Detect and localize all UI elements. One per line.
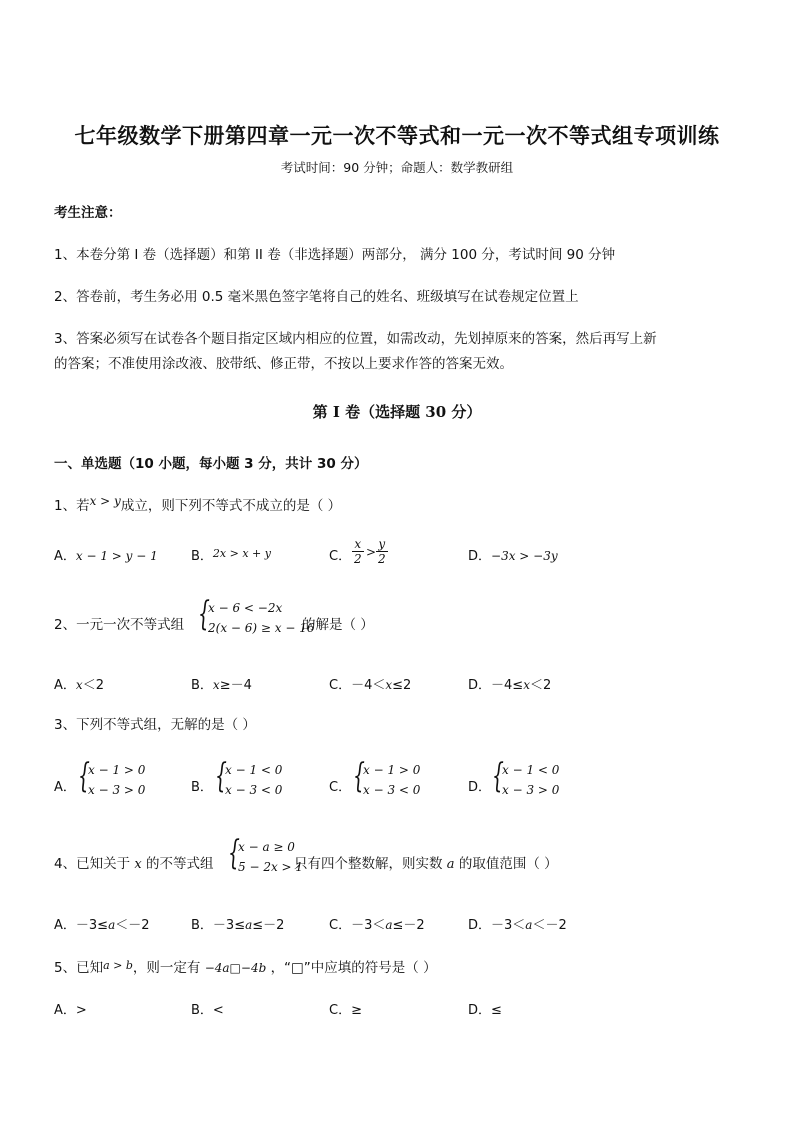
system-row-2: 2(x − 6) ≥ x − 16 <box>208 621 315 635</box>
q3-option-c-system: { x − 1 > 0 x − 3 < 0 <box>353 756 421 797</box>
q1-condition: x > y <box>89 494 121 508</box>
q3-option-d-label[interactable]: D． <box>468 780 492 795</box>
part-title: 第 I 卷（选择题 30 分） <box>312 403 482 421</box>
q3-option-a-system: { x − 1 > 0 x − 3 > 0 <box>78 756 146 797</box>
q4-suffix: 只有四个整数解，则实数 a 的取值范围（ ） <box>294 856 558 872</box>
option-label: B． <box>191 549 213 564</box>
q5-option-c[interactable]: C．≥ <box>329 1003 362 1018</box>
exam-info: 考试时间：90 分钟；命题人：数学教研组 <box>280 160 514 175</box>
option-math: x − 1 > y − 1 <box>75 549 158 563</box>
q2-option-b[interactable]: B．x≥－4 <box>191 678 252 693</box>
q1-c-fraction-x: $\frac{x}{2}$ <box>354 537 362 566</box>
q5-option-d[interactable]: D．≤ <box>468 1003 502 1018</box>
q1-prefix: 1、若 <box>54 498 90 514</box>
system-row-1: x − a ≥ 0 <box>238 840 295 854</box>
option-math: −3x > −3y <box>491 549 558 563</box>
question-3: 3、下列不等式组，无解的是（ ） <box>54 717 256 733</box>
q1-c-gt: > <box>366 545 377 559</box>
system-row-2: 5 − 2x > 1 <box>238 860 304 874</box>
q3-option-c-label[interactable]: C． <box>329 780 352 795</box>
option-label: C． <box>329 549 352 564</box>
system-row-1: x − 6 < −2x <box>208 601 283 615</box>
option-label: D． <box>468 549 492 564</box>
q2-option-c[interactable]: C．－4＜x≤2 <box>329 678 412 693</box>
q4-option-d[interactable]: D．－3＜a＜－2 <box>468 918 567 933</box>
option-math: 2x > x + y <box>212 547 271 560</box>
notice-heading: 考生注意： <box>54 205 122 221</box>
q2-option-a[interactable]: A．x＜2 <box>54 678 104 693</box>
q1-option-b[interactable] <box>191 545 271 564</box>
q2-option-d[interactable]: D．－4≤x＜2 <box>468 678 552 693</box>
q4-system: { x − a ≥ 0 5 − 2x > 1 <box>228 833 304 874</box>
q1-option-c[interactable] <box>329 545 351 564</box>
q2-system: { x − 6 < −2x 2(x − 6) ≥ x − 16 <box>198 594 315 635</box>
option-label: A． <box>54 549 76 564</box>
q1-option-a[interactable] <box>54 545 158 564</box>
q3-option-d-system: { x − 1 < 0 x − 3 > 0 <box>492 756 560 797</box>
question-1 <box>54 494 341 514</box>
notice-item-3-line-1: 3、答案必须写在试卷各个题目指定区域内相应的位置，如需改动，先划掉原来的答案，然后再写上新 <box>54 331 657 347</box>
question-5: 5、已知$^{a > b}$，则一定有 −4a□−4b ，“□”中应填的符号是（ ） <box>54 959 437 976</box>
q4-option-a[interactable]: A．－3≤a＜－2 <box>54 918 150 933</box>
q1-c-fraction-y: $\frac{y}{2}$ <box>378 537 386 566</box>
q1-option-d[interactable] <box>468 545 558 564</box>
q5-option-b[interactable]: B．< <box>191 1003 224 1018</box>
q5-option-a[interactable]: A．> <box>54 1003 87 1018</box>
section-heading: 一、单选题（10 小题，每小题 3 分，共计 30 分） <box>54 456 368 472</box>
q2-suffix: 的解是（ ） <box>302 617 374 633</box>
q4-prefix: 4、已知关于 x 的不等式组 <box>54 856 214 872</box>
notice-item-1: 1、本卷分第 I 卷（选择题）和第 II 卷（非选择题）两部分， 满分 100 分，考试时间 90 分钟 <box>54 247 616 263</box>
notice-item-3-line-2: 的答案；不准使用涂改液、胶带纸、修正带，不按以上要求作答的答案无效。 <box>54 356 513 372</box>
q2-prefix: 2、一元一次不等式组 <box>54 617 185 633</box>
q4-option-c[interactable]: C．－3＜a≤－2 <box>329 918 425 933</box>
q1-suffix: 成立，则下列不等式不成立的是（ ） <box>120 498 342 514</box>
q3-option-b-system: { x − 1 < 0 x − 3 < 0 <box>215 756 283 797</box>
notice-item-2: 2、答卷前，考生务必用 0.5 毫米黑色签字笔将自己的姓名、班级填写在试卷规定位置上 <box>54 289 579 305</box>
q4-option-b[interactable]: B．－3≤a≤－2 <box>191 918 285 933</box>
q3-option-b-label[interactable]: B． <box>191 780 213 795</box>
page-title: 七年级数学下册第四章一元一次不等式和一元一次不等式组专项训练 <box>74 123 720 148</box>
q3-option-a-label[interactable]: A． <box>54 780 76 795</box>
